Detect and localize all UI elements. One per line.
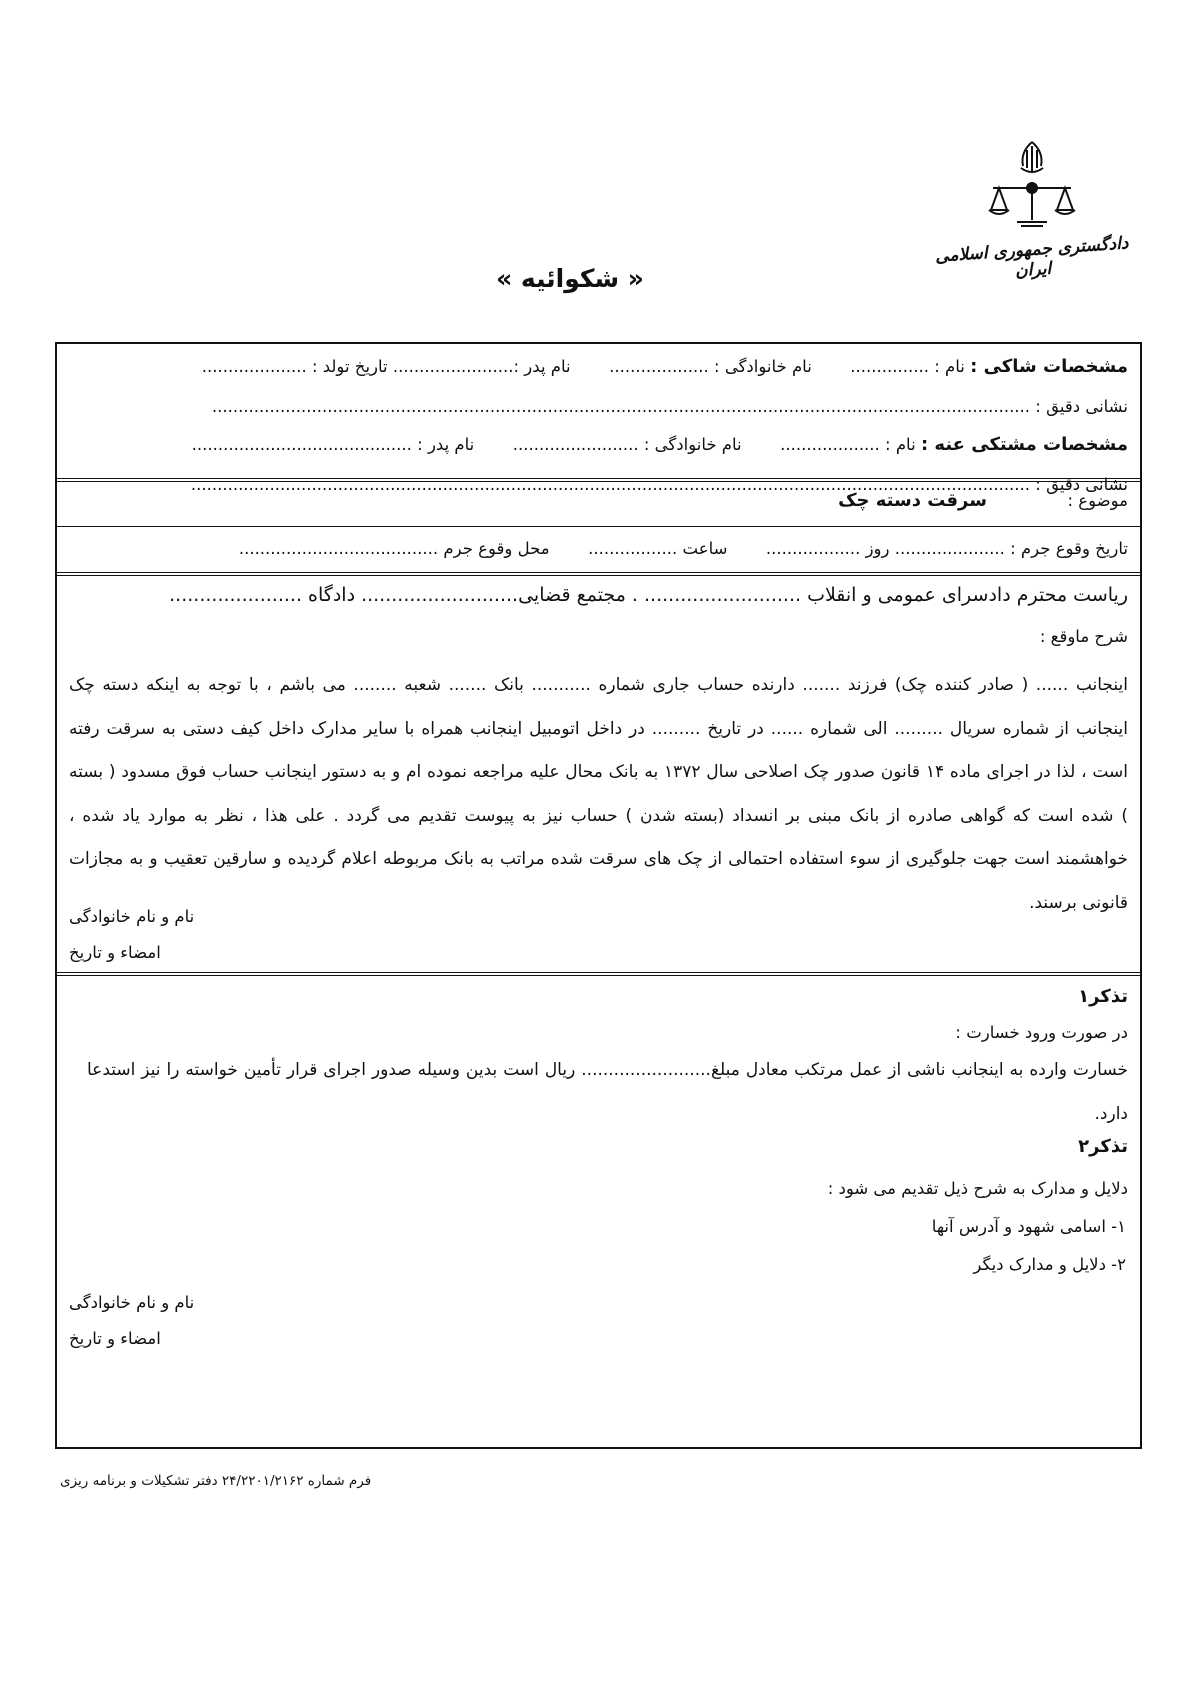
addressee-line: ریاست محترم دادسرای عمومی و انقلاب .......................... . مجتمع قضایی.......................... دادگاه ...................... [169,584,1128,606]
note1-title-text: تذکر۱ [1078,986,1128,1007]
signature1-sign-label: امضاء و تاریخ [69,943,161,962]
defendant-label: مشخصات مشتکی عنه : [920,434,1128,455]
note2-title [69,1134,1128,1160]
defendant-name-field[interactable]: نام : ................... [780,435,916,454]
defendant-father-field[interactable]: نام پدر : .......................................... [191,435,475,454]
crime-day-field[interactable]: روز .................. [765,539,890,558]
note2-title-text: تذکر۲ [1078,1136,1128,1157]
signature2-sign [69,1326,1128,1352]
scales-of-justice-icon [985,138,1080,233]
divider [57,572,1140,576]
note1-body: خسارت وارده به اینجانب ناشی از عمل مرتکب معادل مبلغ........................ ریال است بدین وسیله صدور اجرای قرار تأمین خواسته را نیز استدعا دارد. [87,1060,1128,1124]
divider [57,478,1140,482]
signature1-name-label: نام و نام خانوادگی [69,907,195,926]
signature2-sign-label: امضاء و تاریخ [69,1329,161,1348]
defendant-row [69,432,1128,458]
subject-row [69,488,1128,514]
complainant-family-field[interactable]: نام خانوادگی : ................... [609,357,812,376]
narrative-label: شرح ماوقع : [1039,627,1128,646]
crime-row [69,536,1128,562]
note2-item-2: ۲- دلایل و مدارک دیگر [973,1255,1126,1274]
crime-time-field[interactable]: ساعت ................. [588,539,728,558]
emblem-caption: دادگستری جمهوری اسلامی ایران [934,233,1130,282]
complainant-label: مشخصات شاکی : [970,356,1128,377]
divider [57,972,1140,976]
divider [57,526,1140,527]
complainant-name-field[interactable]: نام : ............... [850,357,965,376]
judiciary-emblem [930,138,1135,288]
note2-line1: دلایل و مدارک به شرح ذیل تقدیم می شود : [827,1179,1128,1198]
signature1-name [69,904,1128,930]
subject-value: سرقت دسته چک [838,490,987,511]
form-title: « شکوائیه » [496,264,644,293]
defendant-address-field[interactable]: نشانی دقیق : ................................................................................................................................................................ [190,475,1128,494]
note2-item-1: ۱- اسامی شهود و آدرس آنها [931,1217,1126,1236]
crime-place-field[interactable]: محل وقوع جرم ...................................... [238,539,550,558]
signature2-name-label: نام و نام خانوادگی [69,1293,195,1312]
complainant-father-field[interactable]: نام پدر :....................... [392,357,571,376]
complaint-form [55,342,1142,1449]
signature2-name [69,1290,1128,1316]
subject-label: موضوع : [1067,491,1128,510]
form-number-footnote: فرم شماره ۲۴/۲۲۰۱/۲۱۶۲ دفتر تشکیلات و برنامه ریزی [60,1473,372,1489]
note1-title [69,984,1128,1010]
defendant-family-field[interactable]: نام خانوادگی : ........................ [512,435,742,454]
note1-line1: در صورت ورود خسارت : [955,1023,1128,1042]
complainant-birth-field[interactable]: تاریخ تولد : .................... [201,357,388,376]
crime-date-field[interactable]: تاریخ وقوع جرم : ..................... [894,539,1128,558]
complainant-address-field[interactable]: نشانی دقیق : ............................................................................................................................................................ [211,397,1128,416]
narrative-text: اینجانب ...... ( صادر کننده چک) فرزند ....... دارنده حساب جاری شماره ........... بانک ....... شعبه ........ می باشم ، با توجه به اینکه دسته چک اینجانب از شماره سریال ......... الی شماره ...... در تاریخ ......... در داخل اتومبیل اینجانب همراه با سایر مدارک داخل کیف دستی به سرقت رفته است ، لذا در اجرای ماده ۱۴ قانون صدور چک اصلاحی سال ۱۳۷۲ به بانک محال علیه مراجعه نموده ام و به دستور اینجانب حساب فوق مسدود ( بسته ) شده است که گواهی صادره از بانک مبنی بر انسداد (بسته شدن ) حساب نیز به پیوست تقدیم می گردد . علی هذا ، نظر به موارد یاد شده ، خواهشمند است جهت جلوگیری از سوء استفاده احتمالی از چک های سرقت شده مراتب به بانک مربوطه اعلام گردیده و سارقین تعقیب و به مجازات قانونی برسند. [69,675,1129,913]
signature1-sign [69,940,1128,966]
complainant-row [69,354,1128,380]
